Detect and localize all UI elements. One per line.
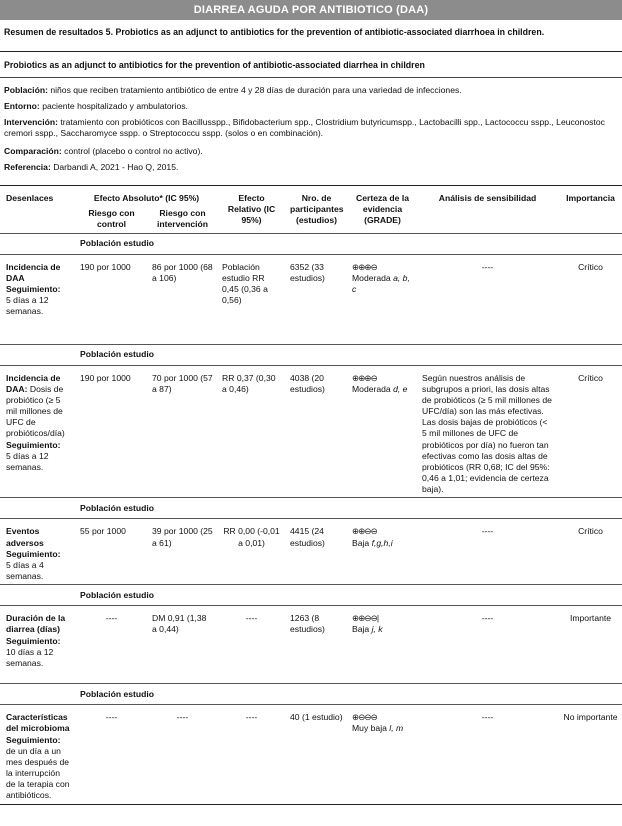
control-risk-cell: 190 por 1000 [80,372,131,383]
control-risk-cell: 190 por 1000 [80,261,131,272]
participants-cell: 6352 (33 estudios) [290,261,325,283]
outcome-cell: Eventos adversos Seguimiento: 5 días a 4 semanas. [6,526,61,582]
relative-effect-cell: RR 0,00 (-0,01 a 0,01) [223,526,280,548]
table-row [0,254,622,344]
header-importancia: Importancia [566,193,615,203]
table-row [0,519,622,585]
results-table [0,191,622,805]
sensitivity-cell: ---- [481,712,494,723]
certainty-cell: ⊕⊕⊕⊖ Moderada d, e [352,372,408,394]
participants-cell: 40 (1 estudio) [290,712,343,723]
sensitivity-cell: Según nuestros análisis de subgrupos a priori, las dosis altas de probióticos (≥ 5 mil millones de UFC/día) son las más efectivas. Las dosis bajas de probióticos (< 5 mil millones de UFC de probióticos por día) no fueron tan efectivas como las dosis altas de probióticos (RR 0,68; IC del 95%: 0,46 a 1,01; evidencia de certeza baja). [422,372,552,495]
outcome-cell: Incidencia de DAA Seguimiento: 5 días a 12 semanas. [6,261,61,317]
table-row [0,705,622,804]
participants-cell: 1263 (8 estudios) [290,613,325,635]
population-row: Población estudio [0,344,622,365]
relative-effect-cell: ---- [245,613,258,624]
control-risk-cell: ---- [105,712,118,723]
outcome-cell: Incidencia de DAA: Dosis de probiótico (≥ 5 mil millones de UFC de probióticos/día) Seguimiento: 5 días a 12 semanas. [6,372,65,472]
sensitivity-cell: ---- [481,613,494,624]
control-risk-cell: 55 por 1000 [80,526,126,537]
header-participantes: Nro. de participantes (estudios) [290,193,344,226]
table-row [0,606,622,684]
intervention-risk-cell: 70 por 1000 (57 a 87) [152,372,213,394]
header-analisis: Análisis de sensibilidad [438,193,537,203]
certainty-cell: ⊕⊖⊖⊖ Muy baja l, m [352,712,404,734]
relative-effect-cell: ---- [245,712,258,723]
sensitivity-cell: ---- [481,261,494,272]
certainty-cell: ⊕⊕⊕⊖ Moderada a, b, c [352,261,410,294]
control-risk-cell: ---- [105,613,118,624]
summary-title: Resumen de resultados 5. Probiotics as an adjunct to antibiotics for the prevention of antibiotic-associated diarrhoea in children. [4,27,545,37]
divider [0,77,622,78]
header-efecto-absoluto: Efecto Absoluto* (IC 95%) [93,193,200,203]
importance-cell: Crítico [578,526,603,537]
population-row: Población estudio [0,684,622,705]
divider [0,51,622,52]
outcome-cell: Características del microbioma Seguimiento: de un día a un mes después de la interrupción de la terapia con antibióticos. [6,712,70,801]
population-row: Población estudio [0,498,622,519]
relative-effect-cell: Población estudio RR 0,45 (0,36 a 0,56) [222,261,268,306]
participants-cell: 4038 (20 estudios) [290,372,325,394]
table-subtitle: Probiotics as an adjunct to antibiotics for the prevention of antibiotic-associated diarrhea in children [4,60,425,70]
importance-cell: Importante [569,613,612,624]
header-certeza: Certeza de la evidencia (GRADE) [356,193,410,226]
info-poblacion: Población: niños que reciben tratamiento antibiótico de entre 4 y 28 días de duración para una variedad de infecciones. [4,85,462,95]
header-efecto-relativo: Efecto Relativo (IC 95%) [227,193,276,226]
certainty-cell: ⊕⊕⊖⊖ Baja f,g,h,i [352,526,393,548]
table-row [0,365,622,498]
importance-cell: No importante [563,712,618,723]
info-comparacion: Comparación: control (placebo o control no activo). [4,146,203,156]
info-entorno: Entorno: paciente hospitalizado y ambulatorios. [4,101,188,111]
relative-effect-cell: RR 0,37 (0,30 a 0,46) [222,372,276,394]
population-row: Población estudio [0,585,622,606]
intervention-risk-cell: 39 por 1000 (25 a 61) [152,526,213,548]
population-row: Población estudio [0,233,622,254]
header-riesgo-intervencion: Riesgo con intervención [146,206,216,233]
outcome-cell: Duración de la diarrea (días) Seguimiento: 10 días a 12 semanas. [6,613,66,668]
participants-cell: 4415 (24 estudios) [290,526,325,548]
intervention-risk-cell: 86 por 1000 (68 a 106) [152,261,213,283]
importance-cell: Crítico [578,372,603,383]
info-referencia: Referencia: Darbandi A, 2021 - Hao Q, 2015. [4,162,179,172]
header-riesgo-control: Riesgo con control [74,206,146,233]
intervention-risk-cell: ---- [176,712,189,723]
certainty-cell: ⊕⊕⊖⊖| Baja j, k [352,613,383,635]
header-desenlaces: Desenlaces [6,193,54,203]
sensitivity-cell: ---- [481,526,494,537]
info-intervencion: Intervención: tratamiento con probióticos con Bacillusspp., Bifidobacterium spp., Clostridium butyricumspp., Lactobacilli spp., Lactococcu sspp., Leuconostoc cremori sspp., Saccharomyce sspp. o Streptococcu sspp. (solos o en combinación). [4,117,605,139]
section-banner: DIARREA AGUDA POR ANTIBIOTICO (DAA) [0,0,622,20]
divider [0,185,622,186]
intervention-risk-cell: DM 0,91 (1,38 a 0,44) [152,613,207,635]
importance-cell: Crítico [578,261,603,272]
